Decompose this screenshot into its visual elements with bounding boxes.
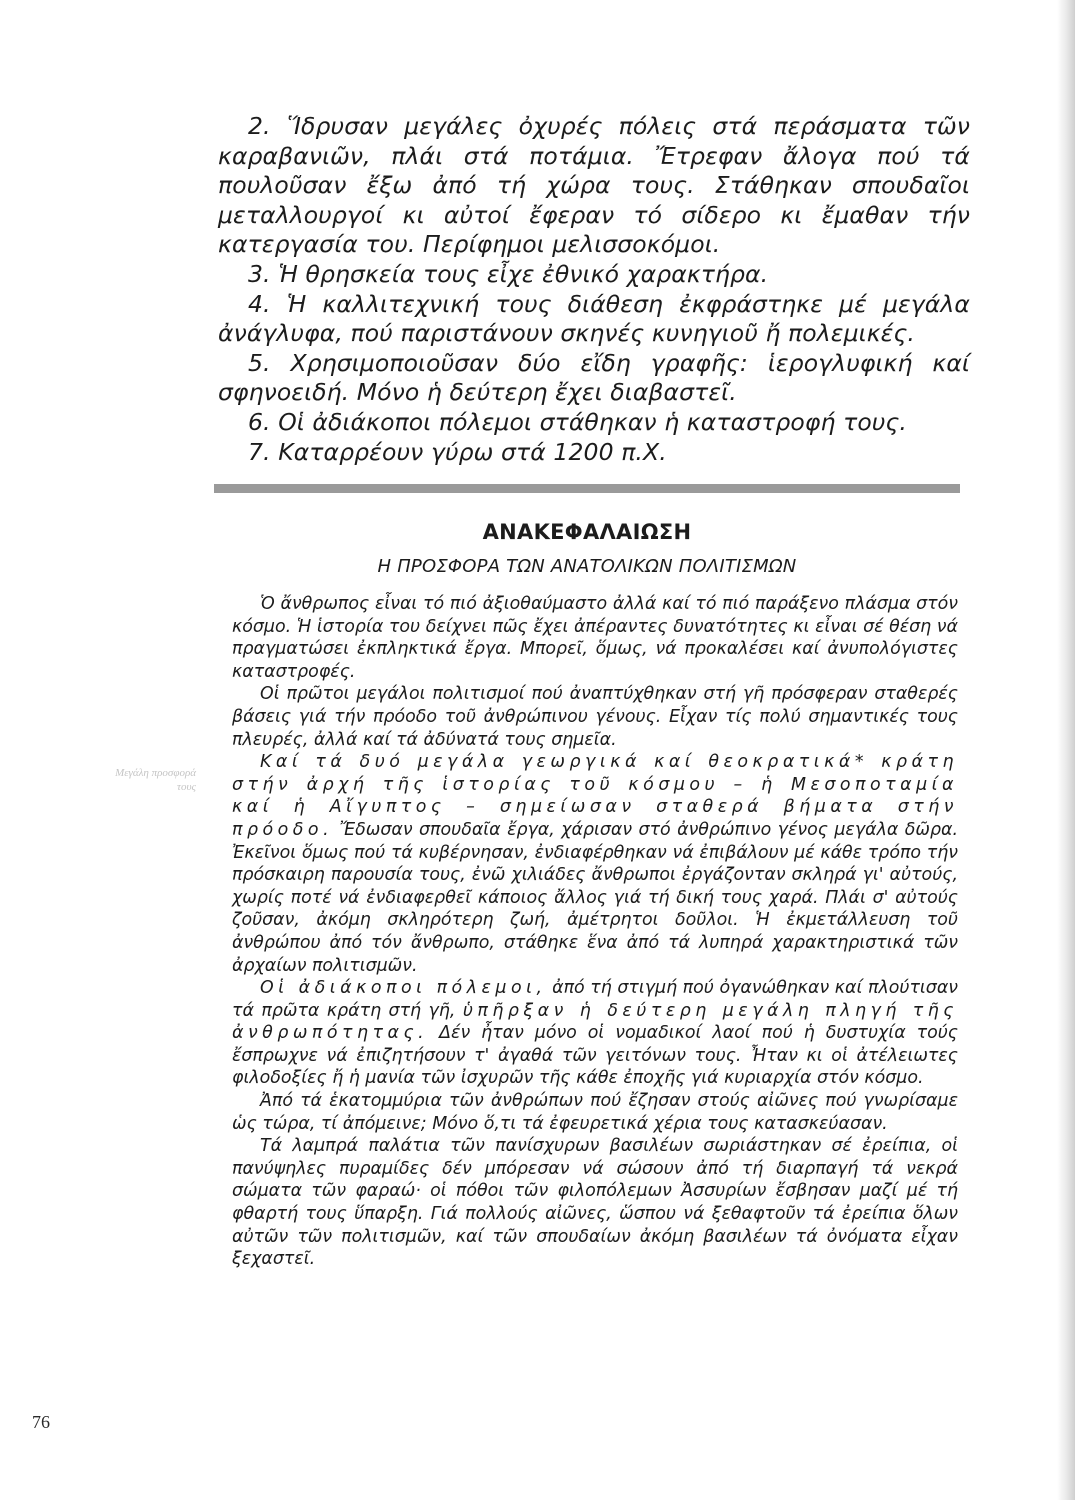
list-item-7: 7. Καταρρέουν γύρω στά 1200 π.Χ. (248, 437, 667, 466)
summary-paragraph-3 (232, 751, 958, 977)
summary-heading: ΑΝΑΚΕΦΑΛΑΙΩΣΗ (482, 520, 692, 544)
summary-body (232, 593, 958, 1271)
list-item-4: 4. Ἡ καλλιτεχνική τους διάθεση ἐκφράστηκε μέ μεγάλα ἀνάγλυφα, πού παριστάνουν σκηνές κυνηγιοῦ ἤ πολεμικές. (218, 289, 970, 348)
list-item-5: 5. Χρησιμοποιοῦσαν δύο εἴδη γραφῆς: ἱερογλυφική καί σφηνοειδή. Μόνο ἡ δεύτερη ἔχει διαβαστεῖ. (218, 348, 970, 407)
spaced-emphasis: Καί τά δυό μεγάλα γεωργικά καί θεοκρατικά* κράτη στήν ἀρχή τῆς ἱστορίας τοῦ κόσμου – ἡ Μεσοποταμία καί ἡ Αἴγυπτος – σημείωσαν σταθερά βήματα στήν πρόοδο. (232, 752, 958, 840)
numbered-list (218, 112, 970, 467)
summary-paragraph-1: Ὁ ἄνθρωπος εἶναι τό πιό ἀξιοθαύμαστο ἀλλά καί τό πιό παράξενο πλάσμα στόν κόσμο. Ἡ ἱστορία του δείχνει πῶς ἔχει ἀπέραντες δυνατότητες κι εἶναι σέ θέση νά πραγματώσει ἐκπληκτικά ἔργα. Μπορεῖ, ὅμως, νά προκαλέσει καί ἀνυπολόγιστες καταστροφές. (232, 594, 958, 682)
paragraph-text: Δέν ἦταν μόνο οἱ νομαδικοί λαοί πού ἡ δυστυχία τούς ἔσπρωχνε νά ἐπιζητήσουν τ' ἀγαθά τῶν γειτόνων τους. Ἦταν κι οἱ ἀτέλειωτες φιλοδοξίες ἤ ἡ μανία τῶν ἰσχυρῶν τῆς κάθε ἐποχῆς γιά κυριαρχία στόν κόσμο. (232, 1023, 958, 1089)
page-edge-shadow (1057, 0, 1075, 1500)
page-number: 76 (32, 1412, 50, 1432)
list-item-2: 2. Ἵδρυσαν μεγάλες ὀχυρές πόλεις στά περάσματα τῶν καραβανιῶν, πλάι στά ποτάμια. Ἔτρεφαν ἄλογα πού τά πουλοῦσαν ἔξω ἀπό τή χώρα τους. Στάθηκαν σπουδαῖοι μεταλλουργοί κι αὐτοί ἔφεραν τό σίδερο κι ἔμαθαν τήν κατεργασία του. Περίφημοι μελισσοκόμοι. (218, 112, 970, 259)
summary-paragraph-2: Οἱ πρῶτοι μεγάλοι πολιτισμοί πού ἀναπτύχθηκαν στή γῆ πρόσφεραν σταθερές βάσεις γιά τήν πρόοδο τοῦ ἀνθρώπινου γένους. Εἶχαν τίς πολύ σημαντικές τους πλευρές, ἀλλά καί τά ἀδύνατά τους σημεῖα. (232, 684, 958, 750)
margin-note: Μεγάλη προσφορά τους (115, 767, 196, 793)
summary-subheading: Η ΠΡΟΣΦΟΡΑ ΤΩΝ ΑΝΑΤΟΛΙΚΩΝ ΠΟΛΙΤΙΣΜΩΝ (377, 556, 797, 577)
summary-paragraph-6: Τά λαμπρά παλάτια τῶν πανίσχυρων βασιλέων σωριάστηκαν σέ ἐρείπια, οἱ πανύψηλες πυραμίδες δέν μπόρεσαν νά σώσουν ἀπό τή διαρπαγή τά νεκρά σώματα τῶν φαραώ· οἱ πόθοι τῶν φιλοπόλεμων Ἀσσυρίων ἔσβησαν μαζί μέ τή φθαρτή τους ὕπαρξη. Γιά πολλούς αἰῶνες, ὥσπου νά ξεθαφτοῦν τά ἐρείπια ὅλων αὐτῶν τῶν πολιτισμῶν, καί τῶν σπουδαίων ἀκόμη βασιλέων τά ὀνόματα εἶχαν ξεχαστεῖ. (232, 1136, 958, 1270)
list-item-3: 3. Ἡ θρησκεία τους εἶχε ἐθνικό χαρακτήρα. (248, 259, 769, 288)
spaced-emphasis: Οἱ ἀδιάκοποι πόλεμοι, (260, 978, 547, 999)
section-divider (214, 484, 960, 493)
paragraph-text: ἀπό τή στιγμή πού ὀγανώθηκαν καί πλούτισαν τά πρῶτα κράτη στή γῆ, (232, 978, 958, 1021)
summary-paragraph-4 (232, 977, 958, 1090)
paragraph-text: Ἔδωσαν σπουδαῖα ἔργα, χάρισαν στό ἀνθρώπινο γένος μεγάλα δῶρα. Ἐκεῖνοι ὅμως πού τά κυβέρνησαν, ἐνδιαφέρθηκαν νά ἐπιβάλουν μέ κάθε τρόπο τήν πρόσκαιρη παρουσία τους, ἐνῶ χιλιάδες ἄνθρωποι ἐργάζονταν σκληρά γι' αὐτούς, χωρίς ποτέ νά ἐνδιαφερθεῖ κάποιος ἄλλος γιά τή δική τους χαρά. Πλάι σ' αὐτούς ζοῦσαν, ἀκόμη σκληρότερη ζωή, ἀμέτρητοι δοῦλοι. Ἡ ἐκμετάλλευση τοῦ ἀνθρώπου ἀπό τόν ἄνθρωπο, στάθηκε ἕνα ἀπό τά λυπηρά χαρακτηριστικά τῶν ἀρχαίων πολιτισμῶν. (232, 819, 958, 976)
spaced-emphasis: ὑπῆρξαν ἡ δεύτερη μεγάλη πληγή τῆς ἀνθρωπότητας. (232, 1000, 958, 1044)
list-item-6: 6. Οἱ ἀδιάκοποι πόλεμοι στάθηκαν ἡ καταστροφή τους. (248, 407, 907, 436)
summary-paragraph-5: Ἀπό τά ἑκατομμύρια τῶν ἀνθρώπων πού ἔζησαν στούς αἰῶνες πού γνωρίσαμε ὡς τώρα, τί ἀπόμεινε; Μόνο ὅ,τι τά ἐφευρετικά χέρια τους κατασκεύασαν. (232, 1091, 958, 1134)
